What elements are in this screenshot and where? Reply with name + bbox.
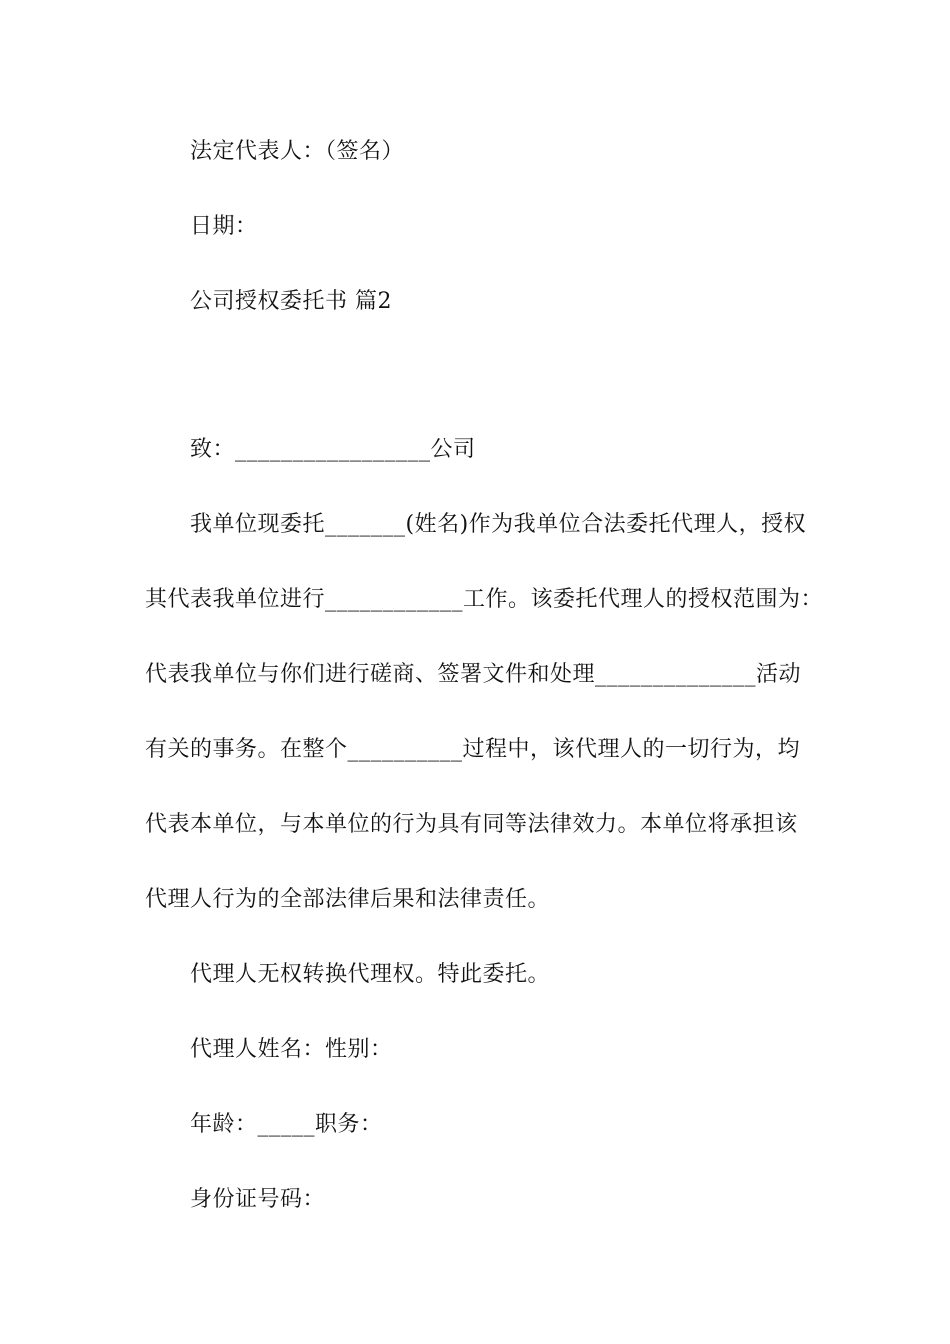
section-title: 公司授权委托书 篇2	[190, 289, 392, 314]
body-paragraph-line-4: 有关的事务。在整个__________过程中，该代理人的一切行为，均	[145, 737, 801, 762]
body-paragraph-line-1: 我单位现委托_______(姓名)作为我单位合法委托代理人，授权	[190, 512, 807, 537]
body-paragraph-line-2: 其代表我单位进行____________工作。该委托代理人的授权范围为：	[145, 587, 824, 612]
date-line: 日期：	[190, 214, 258, 239]
authorization-note: 代理人无权转换代理权。特此委托。	[190, 962, 551, 987]
body-paragraph-line-6: 代理人行为的全部法律后果和法律责任。	[145, 887, 551, 912]
body-paragraph-line-5: 代表本单位，与本单位的行为具有同等法律效力。本单位将承担该	[145, 812, 798, 837]
body-paragraph-line-3: 代表我单位与你们进行磋商、签署文件和处理______________活动	[145, 662, 802, 687]
agent-id-number-line: 身份证号码：	[190, 1187, 326, 1212]
agent-name-gender-line: 代理人姓名：性别：	[190, 1037, 393, 1062]
legal-representative-signature-line: 法定代表人：（签名）	[190, 139, 405, 164]
addressee-line: 致：_________________公司	[190, 437, 476, 462]
agent-age-position-line: 年龄：_____职务：	[190, 1112, 383, 1137]
